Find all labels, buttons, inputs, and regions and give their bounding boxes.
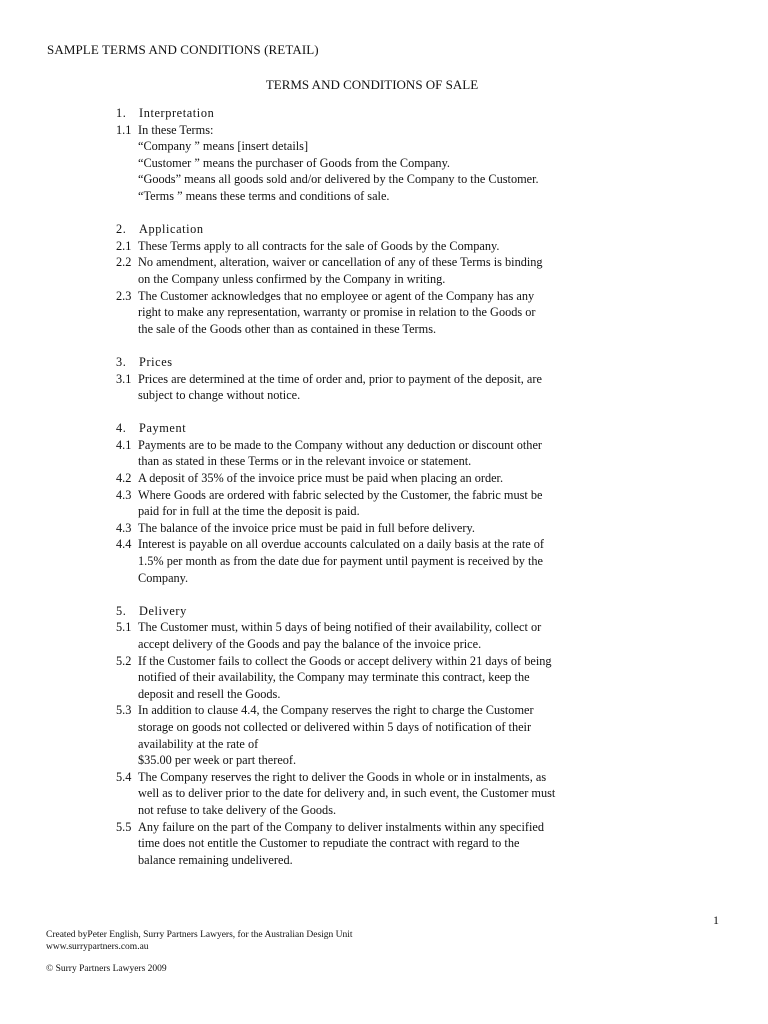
clause-number: 3.1 <box>116 371 132 386</box>
section-title: Payment <box>139 421 187 436</box>
clause-number: 4.2 <box>116 471 132 486</box>
clause <box>116 769 656 819</box>
section-number: 2. <box>116 222 127 237</box>
clause-line: paid for in full at the time the deposit is paid. <box>138 504 360 519</box>
clause-line: well as to deliver prior to the date for delivery and, in such event, the Customer must <box>138 786 556 801</box>
clause-line: subject to change without notice. <box>138 388 301 403</box>
clause-text <box>138 437 656 470</box>
clause <box>116 254 656 287</box>
clause-text <box>138 819 656 869</box>
clause-line: The Customer must, within 5 days of being notified of their availability, collect or <box>138 620 542 635</box>
clause-line: Interest is payable on all overdue accounts calculated on a daily basis at the rate of <box>138 537 544 552</box>
section-heading <box>116 221 656 238</box>
clause-line: not refuse to take delivery of the Goods. <box>138 802 337 817</box>
section-number: 1. <box>116 106 127 120</box>
clause-text <box>138 487 656 520</box>
definition-line: “Customer ” means the purchaser of Goods from the Company. <box>138 155 451 170</box>
section-title: Delivery <box>139 603 187 618</box>
page-number: 1 <box>713 913 719 927</box>
clause-text <box>138 122 656 139</box>
clause-line: storage on goods not collected or delivered within 5 days of notification of their <box>138 719 532 734</box>
definition-line: “Company ” means [insert details] <box>138 139 309 154</box>
clause <box>116 288 656 338</box>
document-footer <box>46 929 353 975</box>
clause-number: 2.1 <box>116 238 132 253</box>
section-number: 4. <box>116 421 127 436</box>
clause-number: 4.1 <box>116 437 132 452</box>
footer-website: www.surrypartners.com.au <box>46 942 149 952</box>
clause-line: time does not entitle the Customer to repudiate the contract with regard to the <box>138 836 520 851</box>
clause-number: 2.2 <box>116 255 132 270</box>
clause <box>116 437 656 470</box>
clause <box>116 653 656 703</box>
clause-line: In addition to clause 4.4, the Company reserves the right to charge the Customer <box>138 703 534 718</box>
clause-number: 5.1 <box>116 620 132 635</box>
clause-line: availability at the rate of <box>138 736 259 751</box>
clause <box>116 619 656 652</box>
clause-text <box>138 619 656 652</box>
section-number: 3. <box>116 354 127 369</box>
clause-line: $35.00 per week or part thereof. <box>138 753 297 768</box>
clause-number: 4.3 <box>116 520 132 535</box>
clause-text <box>138 520 656 537</box>
section-number: 5. <box>116 603 127 618</box>
clause-text <box>138 371 656 404</box>
clause-number: 5.4 <box>116 769 132 784</box>
clause-line: the sale of the Goods other than as contained in these Terms. <box>138 321 437 336</box>
clause-number: 5.2 <box>116 653 132 668</box>
clause-line: The balance of the invoice price must be paid in full before delivery. <box>138 520 475 535</box>
definition-line: “Terms ” means these terms and conditions of sale. <box>138 188 390 203</box>
clause-line: notified of their availability, the Company may terminate this contract, keep the <box>138 670 530 685</box>
section-heading <box>116 354 656 371</box>
section <box>116 354 656 404</box>
clause-line: Where Goods are ordered with fabric selected by the Customer, the fabric must be <box>138 487 543 502</box>
section <box>116 221 656 337</box>
clause-number: 4.4 <box>116 537 132 552</box>
clause-number: 5.3 <box>116 703 132 718</box>
footer-credit: Created byPeter English, Surry Partners Lawyers, for the Australian Design Unit <box>46 930 353 940</box>
clause-line: The Company reserves the right to deliver the Goods in whole or in instalments, as <box>138 769 547 784</box>
clause-text <box>138 536 656 586</box>
clause <box>116 122 656 139</box>
clause-line: No amendment, alteration, waiver or cancellation of any of these Terms is binding <box>138 255 543 270</box>
clause-line: The Customer acknowledges that no employee or agent of the Company has any <box>138 288 535 303</box>
section-title: Interpretation <box>139 106 215 120</box>
clause-line: These Terms apply to all contracts for the sale of Goods by the Company. <box>138 238 500 253</box>
definition-line: “Goods” means all goods sold and/or delivered by the Company to the Customer. <box>138 172 539 187</box>
clause <box>116 487 656 520</box>
clause-line: than as stated in these Terms or in the relevant invoice or statement. <box>138 454 472 469</box>
clause-text <box>138 702 656 768</box>
clause-line: balance remaining undelivered. <box>138 852 293 867</box>
section <box>116 420 656 586</box>
clause-number: 2.3 <box>116 288 132 303</box>
clause-text <box>138 288 656 338</box>
clause-line: right to make any representation, warranty or promise in relation to the Goods or <box>138 305 536 320</box>
clause-line: If the Customer fails to collect the Goods or accept delivery within 21 days of being <box>138 653 552 668</box>
clause <box>116 470 656 487</box>
clause-number: 1.1 <box>116 122 132 137</box>
clause <box>116 371 656 404</box>
clause-text <box>138 769 656 819</box>
clause-text <box>138 653 656 703</box>
section-heading <box>116 420 656 437</box>
clause <box>116 520 656 537</box>
document-title: TERMS AND CONDITIONS OF SALE <box>265 77 479 92</box>
section <box>116 105 656 205</box>
section-title: Application <box>139 222 204 237</box>
clause-number: 5.5 <box>116 819 132 834</box>
clause-text <box>138 238 656 255</box>
section-title: Prices <box>139 354 173 369</box>
clause-number: 4.3 <box>116 487 132 502</box>
clause-line: on the Company unless confirmed by the Company in writing. <box>138 271 446 286</box>
clause <box>116 238 656 255</box>
section-heading <box>116 603 656 620</box>
document-header: SAMPLE TERMS AND CONDITIONS (RETAIL) <box>47 42 319 57</box>
clause-text <box>138 470 656 487</box>
clause-line: A deposit of 35% of the invoice price must be paid when placing an order. <box>138 471 504 486</box>
clause-line: Any failure on the part of the Company to deliver instalments within any specified <box>138 819 545 834</box>
clause-line: deposit and resell the Goods. <box>138 686 281 701</box>
clause-line: Company. <box>138 570 189 585</box>
clause-line: Prices are determined at the time of order and, prior to payment of the deposit, are <box>138 371 542 386</box>
document-body <box>116 105 656 885</box>
clause-line: accept delivery of the Goods and pay the balance of the invoice price. <box>138 637 482 651</box>
clause <box>116 819 656 869</box>
clause <box>116 536 656 586</box>
clause <box>116 702 656 768</box>
clause-text <box>138 254 656 287</box>
clause-line: In these Terms: <box>138 122 214 137</box>
clause-line: Payments are to be made to the Company without any deduction or discount other <box>138 437 543 452</box>
clause-line: 1.5% per month as from the date due for payment until payment is received by the <box>138 554 543 569</box>
section-heading <box>116 105 656 122</box>
section <box>116 603 656 869</box>
footer-copyright: © Surry Partners Lawyers 2009 <box>46 964 167 974</box>
